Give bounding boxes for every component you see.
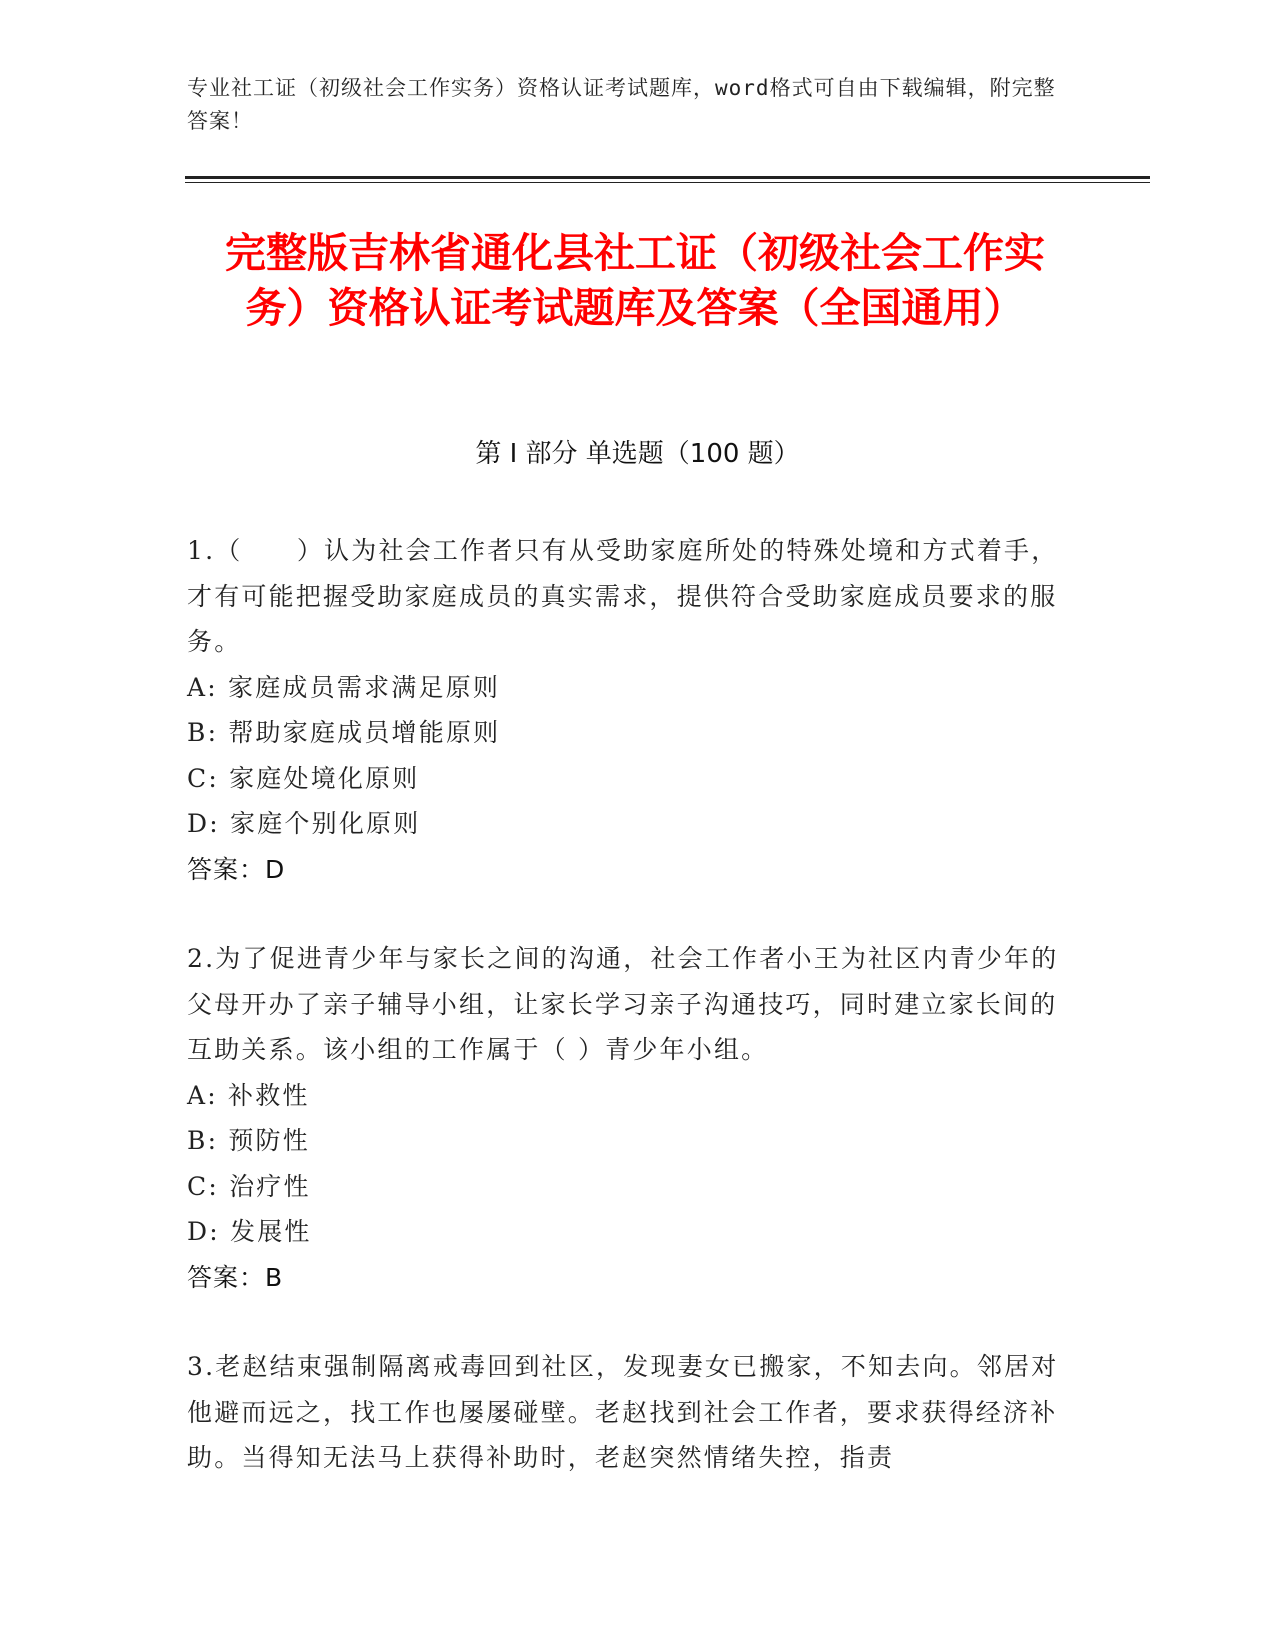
question-item — [187, 1344, 1067, 1481]
option-c: C: 治疗性 — [187, 1171, 311, 1201]
section-heading: 第 I 部分 单选题（100 题） — [475, 439, 800, 469]
question-item — [187, 936, 1067, 1300]
question-list — [187, 528, 1067, 1525]
answer-line: 答案：D — [187, 854, 286, 884]
header-divider-thick — [185, 176, 1150, 179]
option-a: A: 补救性 — [187, 1080, 310, 1110]
question-stem: 1.（ ）认为社会工作者只有从受助家庭所处的特殊处境和方式着手，才有可能把握受助家庭成员的真实需求，提供符合受助家庭成员要求的服务。 — [187, 536, 1059, 656]
option-b: B: 预防性 — [187, 1126, 310, 1155]
document-title: 完整版吉林省通化县社工证（初级社会工作实务）资格认证考试题库及答案（全国通用） — [225, 229, 1045, 332]
option-d: D: 发展性 — [187, 1217, 312, 1246]
header-divider-thin — [185, 182, 1150, 183]
header-note: 专业社工证（初级社会工作实务）资格认证考试题库，word格式可自由下载编辑，附完整答案！ — [187, 76, 1056, 133]
option-d: D: 家庭个别化原则 — [187, 809, 421, 838]
answer-line: 答案：B — [187, 1262, 284, 1292]
option-b: B: 帮助家庭成员增能原则 — [187, 718, 501, 747]
question-stem: 2.为了促进青少年与家长之间的沟通，社会工作者小王为社区内青少年的父母开办了亲子辅导小组，让家长学习亲子沟通技巧，同时建立家长间的互助关系。该小组的工作属于（ ）青少年小组。 — [187, 944, 1059, 1064]
question-item — [187, 528, 1067, 892]
option-a: A: 家庭成员需求满足原则 — [187, 672, 501, 702]
question-stem: 3.老赵结束强制隔离戒毒回到社区，发现妻女已搬家，不知去向。邻居对他避而远之，找工作也屡屡碰壁。老赵找到社会工作者，要求获得经济补助。当得知无法马上获得补助时，老赵突然情绪失控，指责 — [187, 1352, 1059, 1472]
option-c: C: 家庭处境化原则 — [187, 763, 420, 793]
